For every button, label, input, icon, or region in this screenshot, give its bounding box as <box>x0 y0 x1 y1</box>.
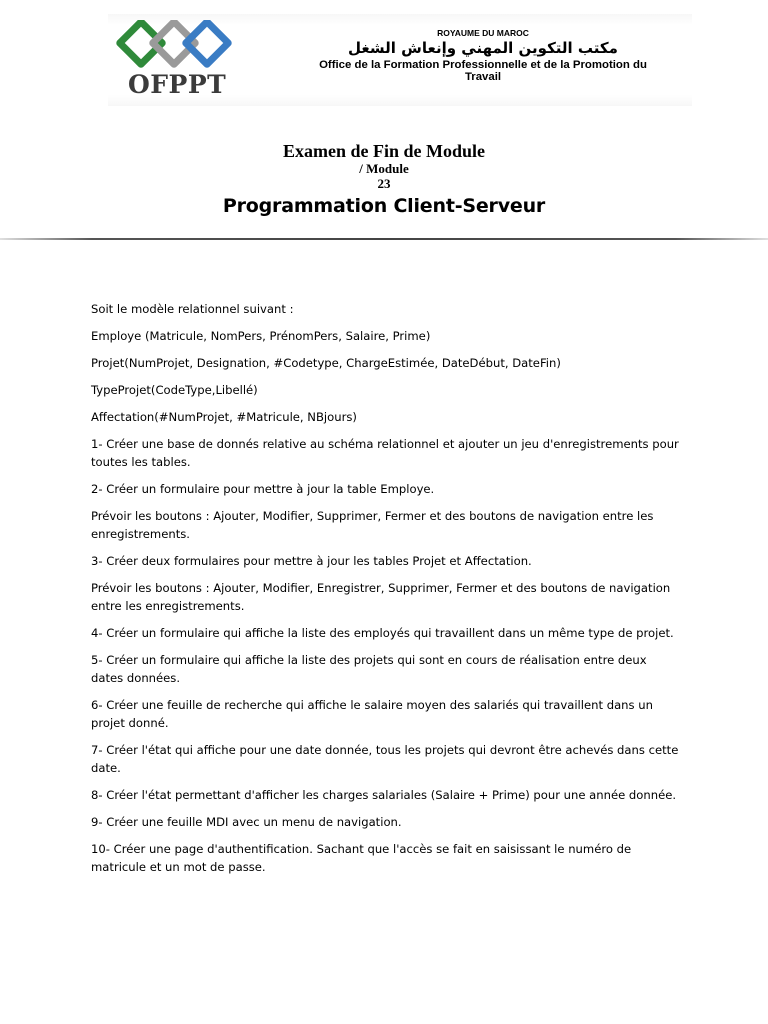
logo-wordmark: OFPPT <box>128 70 227 99</box>
arabic-office-name: مكتب التكوين المهني وإنعاش الشغل <box>348 39 618 57</box>
exam-title: Examen de Fin de Module <box>282 141 485 161</box>
office-name-line1: Office de la Formation Professionnelle et de la Promotion du <box>319 59 647 71</box>
office-name-line2: Travail <box>464 70 502 83</box>
paragraph: 3- Créer deux formulaires pour mettre à jour les tables Projet et Affectation. <box>91 554 532 568</box>
paragraph: 1- Créer une base de donnés relative au schéma relationnel et ajouter un jeu d'enregistrements pour toutes les tables. <box>91 437 679 469</box>
paragraph: 5- Créer un formulaire qui affiche la liste des projets qui sont en cours de réalisation entre deux dates données. <box>91 653 647 685</box>
paragraph: 10- Créer une page d'authentification. Sachant que l'accès se fait en saisissant le numéro de matricule et un mot de passe. <box>91 842 632 874</box>
kingdom-label: ROYAUME DU MAROC <box>437 28 529 38</box>
paragraph: 6- Créer une feuille de recherche qui affiche le salaire moyen des salariés qui travaillent dans un projet donné. <box>91 698 653 730</box>
paragraph: Employe (Matricule, NomPers, PrénomPers, Salaire, Prime) <box>91 329 431 343</box>
subject-title: Programmation Client-Serveur <box>222 195 546 217</box>
paragraph: 2- Créer un formulaire pour mettre à jour la table Employe. <box>91 482 435 496</box>
module-label: / Module <box>359 161 409 176</box>
logo-rings-icon <box>112 20 268 76</box>
header-divider <box>0 238 768 240</box>
paragraph: Prévoir les boutons : Ajouter, Modifier, Supprimer, Fermer et des boutons de navigation entre les enregistrements. <box>91 509 654 541</box>
paragraph: Affectation(#NumProjet, #Matricule, NBjours) <box>91 410 357 424</box>
paragraph: 7- Créer l'état qui affiche pour une date donnée, tous les projets qui devront être achevés dans cette date. <box>91 743 679 775</box>
paragraph: 9- Créer une feuille MDI avec un menu de navigation. <box>91 815 402 829</box>
paragraph: Prévoir les boutons : Ajouter, Modifier, Enregistrer, Supprimer, Fermer et des boutons de navigation entre les enregistrements. <box>91 581 671 613</box>
paragraph: TypeProjet(CodeType,Libellé) <box>91 383 258 397</box>
paragraph: Projet(NumProjet, Designation, #Codetype, ChargeEstimée, DateDébut, DateFin) <box>91 356 561 370</box>
paragraph: 8- Créer l'état permettant d'afficher les charges salariales (Salaire + Prime) pour une année donnée. <box>91 788 677 802</box>
office-name <box>290 60 676 83</box>
module-number: 23 <box>377 176 391 191</box>
paragraph: 4- Créer un formulaire qui affiche la liste des employés qui travaillent dans un même type de projet. <box>91 626 674 640</box>
exam-content <box>91 300 681 885</box>
paragraph: Soit le modèle relationnel suivant : <box>91 302 294 316</box>
